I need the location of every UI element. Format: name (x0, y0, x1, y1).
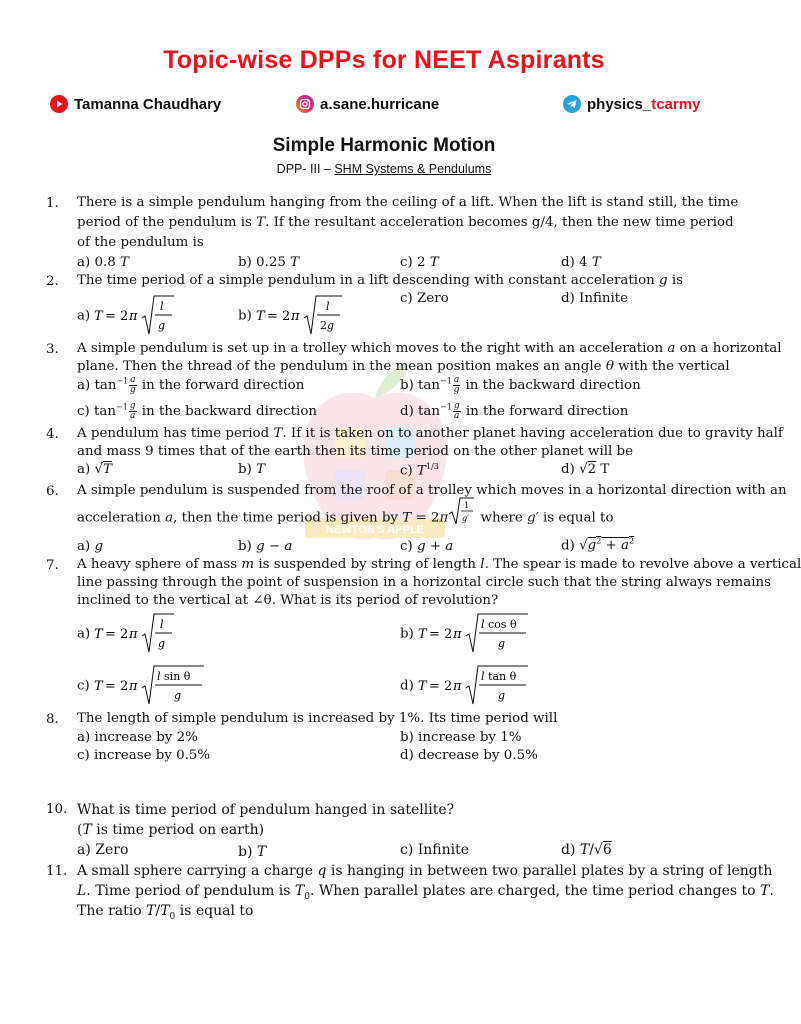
q7-number: 7. (46, 558, 59, 573)
svg-text:l: l (160, 618, 164, 631)
q2-option-d[interactable]: d) Infinite (561, 291, 629, 306)
q8-line1: The length of simple pendulum is increased by 1%. Its time period will (77, 711, 558, 726)
dpp-subtitle: DPP- III – SHM Systems & Pendulums (276, 162, 492, 176)
telegram-credit (563, 95, 700, 113)
q4-line1: A pendulum has time period T. If it is taken on to another planet having acceleration due to gravity half (77, 426, 783, 441)
q3-option-b[interactable]: b) $\tan^{-1}$ $\frac{a}{g}$ in the backward direction (400, 375, 641, 395)
q7-line2: line passing through the point of suspension in a horizontal circle such that the string always remains (77, 575, 772, 590)
q11-line2: L. Time period of pendulum is $T_0$. When parallel plates are charged, the time period changes to T. (77, 883, 774, 902)
q3-line1: A simple pendulum is set up in a trolley which moves to the right with an acceleration a on a horizontal (77, 341, 782, 356)
q4-option-b[interactable]: b) T (238, 462, 265, 477)
q6-option-d[interactable]: d) $√g^2 + a^2$ (561, 537, 635, 554)
svg-text:= 2: = 2 (105, 627, 129, 642)
q2-option-b-formula (256, 294, 346, 338)
q11-number: 11. (46, 864, 68, 879)
q6-line2: acceleration a, then the time period is given by T = 2π 1 g′ where g′ is equal to (77, 510, 614, 526)
q6-line1: A simple pendulum is suspended from the roof of a trolley which moves in a horizontal direction with an (77, 483, 787, 498)
telegram-icon (563, 95, 581, 113)
telegram-handle: physics_tcarmy (587, 95, 701, 113)
q3-number: 3. (46, 342, 59, 357)
subject-heading: Simple Harmonic Motion (272, 135, 496, 156)
svg-text:g: g (173, 689, 182, 702)
svg-text:l: l (326, 300, 330, 313)
q11-line1: A small sphere carrying a charge q is hanging in between two parallel plates by a string of length (77, 863, 773, 879)
svg-text:g: g (498, 637, 506, 650)
svg-text:π: π (129, 627, 139, 642)
q2-option-a-formula (94, 294, 176, 338)
svg-text:2g: 2g (320, 319, 335, 332)
svg-text:l sin θ: l sin θ (156, 670, 191, 683)
q11-line3: The ratio $T/T_0$ is equal to (77, 903, 254, 922)
svg-text:g′: g′ (462, 514, 470, 523)
instagram-credit (296, 95, 439, 113)
svg-text:T: T (93, 679, 103, 694)
q7-option-a-formula (94, 612, 176, 656)
q7-line1: A heavy sphere of mass m is suspended by string of length l. The spear is made to revolve above a vertical (77, 557, 801, 572)
q7-line3: inclined to the vertical at ∠θ. What is its period of revolution? (77, 593, 499, 608)
svg-text:= 2: = 2 (429, 627, 453, 642)
svg-text:g: g (158, 319, 166, 332)
q8-number: 8. (46, 712, 59, 727)
q8-option-a[interactable]: a) increase by 2% (77, 730, 198, 745)
q10-option-b[interactable]: b) T (238, 844, 267, 860)
q1-line1: There is a simple pendulum hanging from the ceiling of a lift. When the lift is stand still, the time (77, 195, 739, 210)
svg-text:= 2: = 2 (267, 309, 291, 324)
q2-number: 2. (46, 274, 59, 289)
page-title: Topic-wise DPPs for NEET Aspirants (163, 46, 605, 74)
svg-text:π: π (128, 679, 138, 694)
svg-text:1: 1 (464, 501, 470, 510)
svg-text:π: π (453, 627, 462, 642)
q2-line1: The time period of a simple pendulum in a lift descending with constant acceleration g is (77, 273, 684, 288)
q8-option-c[interactable]: c) increase by 0.5% (77, 748, 211, 763)
svg-text:= 2: = 2 (104, 679, 129, 694)
q4-number: 4. (46, 427, 59, 442)
q4-option-a[interactable]: a) √T (77, 462, 112, 477)
q10-option-c[interactable]: c) Infinite (400, 842, 470, 858)
svg-text:g: g (158, 637, 166, 650)
q7-option-d-formula (418, 664, 530, 708)
svg-text:T: T (418, 679, 427, 694)
youtube-credit (50, 95, 221, 113)
svg-text:T: T (94, 309, 104, 324)
svg-text:T: T (418, 627, 427, 642)
q1-line2: period of the pendulum is T. If the resultant acceleration becomes g/4, then the new time period (77, 215, 734, 230)
svg-text:= 2: = 2 (105, 309, 129, 324)
q7-option-c-formula (94, 664, 206, 708)
svg-text:T: T (256, 309, 265, 324)
q3-option-a[interactable]: a) $\tan^{-1}$ $\frac{a}{g}$ in the forward direction (77, 375, 305, 395)
q4-option-c[interactable]: c) $T^{1/3}$ (400, 462, 439, 479)
q1-option-d[interactable]: d) 4 T (561, 255, 601, 270)
q6-number: 6. (46, 484, 59, 499)
q10-line2: (T is time period on earth) (77, 822, 265, 838)
svg-text:NEWTON'S APPLE: NEWTON'S APPLE (326, 524, 424, 536)
svg-text:T: T (94, 627, 104, 642)
q1-option-a[interactable]: a) 0.8 T (77, 255, 129, 270)
q2-option-a[interactable]: a) T = 2 π l g (77, 294, 176, 338)
q7-option-b[interactable]: b) T = 2 π l cos θ g (400, 612, 530, 656)
q10-option-d[interactable]: d) T/√6 (561, 842, 612, 858)
instagram-handle: a.sane.hurricane (320, 95, 440, 113)
q2-option-c[interactable]: c) Zero (400, 291, 449, 306)
q7-option-b-formula (418, 612, 530, 656)
svg-text:l: l (160, 300, 164, 313)
q6-option-b[interactable]: b) g − a (238, 539, 293, 554)
q1-option-c[interactable]: c) 2 T (400, 255, 439, 270)
svg-text:π: π (453, 679, 462, 694)
q10-line1: What is time period of pendulum hanged in satellite? (77, 802, 455, 818)
q8-option-d[interactable]: d) decrease by 0.5% (400, 748, 538, 763)
q7-option-d[interactable]: d) T = 2 π l tan θ g (400, 664, 530, 708)
q3-line2: plane. Then the thread of the pendulum in the mean position makes an angle θ with the vertical (77, 359, 730, 374)
q2-option-b[interactable]: b) T = 2 π l 2g (238, 294, 346, 338)
q6-option-c[interactable]: c) g + a (400, 539, 454, 554)
svg-text:= 2: = 2 (429, 679, 453, 694)
dpp-topic: SHM Systems & Pendulums (334, 162, 492, 176)
q8-option-b[interactable]: b) increase by 1% (400, 730, 522, 745)
svg-text:l tan θ: l tan θ (481, 670, 517, 683)
svg-text:π: π (291, 309, 300, 324)
svg-text:π: π (129, 309, 139, 324)
youtube-icon (50, 95, 68, 113)
q3-option-c[interactable]: c) $\tan^{-1}$ $\frac{g}{a}$ in the backward direction (77, 401, 318, 421)
q1-line3: of the pendulum is (77, 235, 204, 250)
instagram-icon (296, 95, 314, 113)
q7-option-a[interactable]: a) T = 2 π l g (77, 612, 176, 656)
q6-option-a[interactable]: a) g (77, 539, 104, 554)
svg-text:l cos θ: l cos θ (481, 618, 517, 631)
q3-option-d[interactable]: d) $\tan^{-1}$ $\frac{g}{a}$ in the forward direction (400, 401, 629, 421)
q4-line2: and mass 9 times that of the earth then its time period on the other planet will be (77, 444, 634, 459)
q10-option-a[interactable]: a) Zero (77, 842, 129, 858)
youtube-name: Tamanna Chaudhary (74, 95, 222, 113)
q1-number: 1. (46, 196, 59, 211)
q7-option-c[interactable]: c) T = 2 π l sin θ g (77, 664, 206, 708)
q1-option-b[interactable]: b) 0.25 T (238, 255, 300, 270)
q4-option-d[interactable]: d) √2 T (561, 462, 610, 477)
q10-number: 10. (46, 802, 68, 817)
svg-text:g: g (498, 689, 506, 702)
